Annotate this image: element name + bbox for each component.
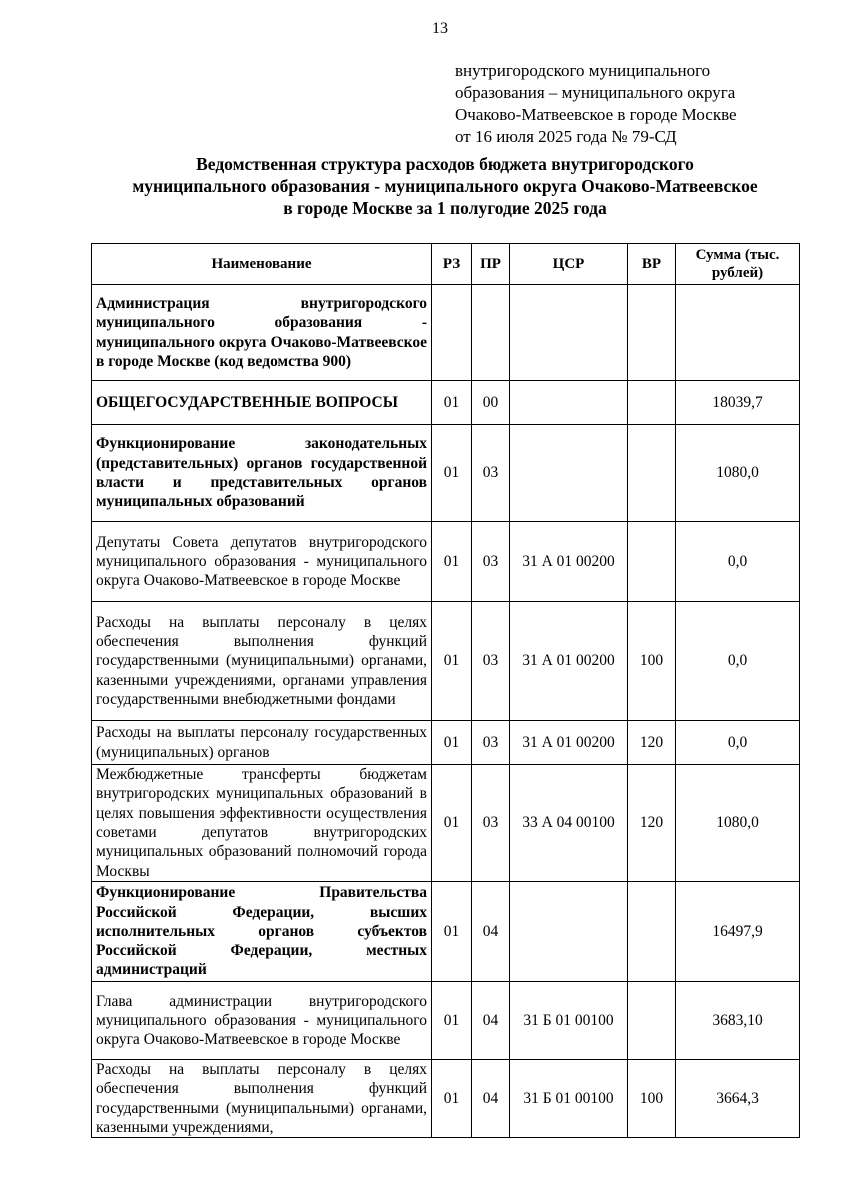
row-vr [628,425,676,522]
table-row [92,425,800,522]
row-name: Расходы на выплаты персоналу в целях обеспечения выполнения функций государственными (муниципальными) органами, казенными учреждениями, органами управления государственными внебюджетными фондами [92,602,432,721]
row-name: Функционирование Правительства Российской Федерации, высших исполнительных органов субъектов Российской Федерации, местных администраций [92,882,432,982]
row-csr: 33 А 04 00100 [510,765,628,882]
row-csr: 31 А 01 00200 [510,522,628,602]
row-sum: 18039,7 [676,381,800,425]
row-csr [510,381,628,425]
row-csr: 31 А 01 00200 [510,721,628,765]
resolution-reference [455,60,815,148]
row-sum: 0,0 [676,602,800,721]
row-sum: 3683,10 [676,982,800,1060]
table-row [92,721,800,765]
row-pr: 03 [472,721,510,765]
row-sum: 1080,0 [676,765,800,882]
row-csr [510,285,628,381]
row-name: Расходы на выплаты персоналу государственных (муниципальных) органов [92,721,432,765]
row-name: ОБЩЕГОСУДАРСТВЕННЫЕ ВОПРОСЫ [92,381,432,425]
row-rz: 01 [432,721,472,765]
table-row [92,1060,800,1138]
row-rz: 01 [432,1060,472,1138]
row-pr: 03 [472,602,510,721]
row-vr [628,882,676,982]
reference-line: от 16 июля 2025 года № 79-СД [455,127,677,146]
document-title [60,153,830,219]
table-row [92,381,800,425]
row-pr: 00 [472,381,510,425]
table-header-row [92,244,800,285]
reference-line: Очаково-Матвеевское в городе Москве [455,105,737,124]
column-header-rz: РЗ [432,244,472,285]
page-number: 13 [432,20,448,37]
row-name: Расходы на выплаты персоналу в целях обеспечения выполнения функций государственными (муниципальными) органами, казенными учреждениями, [92,1060,432,1138]
row-csr: 31 Б 01 00100 [510,982,628,1060]
budget-table [91,243,800,1138]
row-vr [628,522,676,602]
title-line: в городе Москве за 1 полугодие 2025 года [283,198,607,218]
row-sum: 1080,0 [676,425,800,522]
row-name: Депутаты Совета депутатов внутригородского муниципального образования - муниципального округа Очаково-Матвеевское в городе Москве [92,522,432,602]
table-row [92,522,800,602]
row-rz: 01 [432,522,472,602]
row-csr [510,425,628,522]
row-vr: 100 [628,1060,676,1138]
row-pr [472,285,510,381]
table-row [92,882,800,982]
row-csr [510,882,628,982]
row-rz: 01 [432,602,472,721]
row-rz: 01 [432,765,472,882]
reference-line: внутригородского муниципального [455,61,711,80]
row-rz: 01 [432,425,472,522]
row-name: Функционирование законодательных (представительных) органов государственной власти и представительных органов муниципальных образований [92,425,432,522]
row-sum: 3664,3 [676,1060,800,1138]
row-rz: 01 [432,982,472,1060]
table-row [92,982,800,1060]
table-row [92,765,800,882]
column-header-pr: ПР [472,244,510,285]
row-rz: 01 [432,882,472,982]
row-pr: 03 [472,425,510,522]
column-header-vr: ВР [628,244,676,285]
row-vr: 120 [628,765,676,882]
row-rz [432,285,472,381]
row-sum: 16497,9 [676,882,800,982]
row-csr: 31 А 01 00200 [510,602,628,721]
row-vr [628,285,676,381]
table-row [92,285,800,381]
row-pr: 03 [472,765,510,882]
row-vr [628,381,676,425]
row-vr: 120 [628,721,676,765]
row-sum: 0,0 [676,522,800,602]
row-pr: 03 [472,522,510,602]
row-name: Межбюджетные трансферты бюджетам внутригородских муниципальных образований в целях повышения эффективности осуществления советами депутатов внутригородских муниципальных образований полномочий города Москвы [92,765,432,882]
table-row [92,602,800,721]
row-pr: 04 [472,982,510,1060]
row-pr: 04 [472,1060,510,1138]
row-name: Администрация внутригородского муниципального образования - муниципального округа Очаково-Матвеевское в городе Москве (код ведомства 900) [92,285,432,381]
row-rz: 01 [432,381,472,425]
row-vr: 100 [628,602,676,721]
title-line: Ведомственная структура расходов бюджета внутригородского [196,154,694,174]
row-csr: 31 Б 01 00100 [510,1060,628,1138]
column-header-sum: Сумма (тыс. рублей) [676,244,800,285]
reference-line: образования – муниципального округа [455,83,736,102]
column-header-name: Наименование [92,244,432,285]
row-pr: 04 [472,882,510,982]
row-sum [676,285,800,381]
row-vr [628,982,676,1060]
row-sum: 0,0 [676,721,800,765]
column-header-csr: ЦСР [510,244,628,285]
title-line: муниципального образования - муниципального округа Очаково-Матвеевское [132,176,758,196]
row-name: Глава администрации внутригородского муниципального образования - муниципального округа Очаково-Матвеевское в городе Москве [92,982,432,1060]
